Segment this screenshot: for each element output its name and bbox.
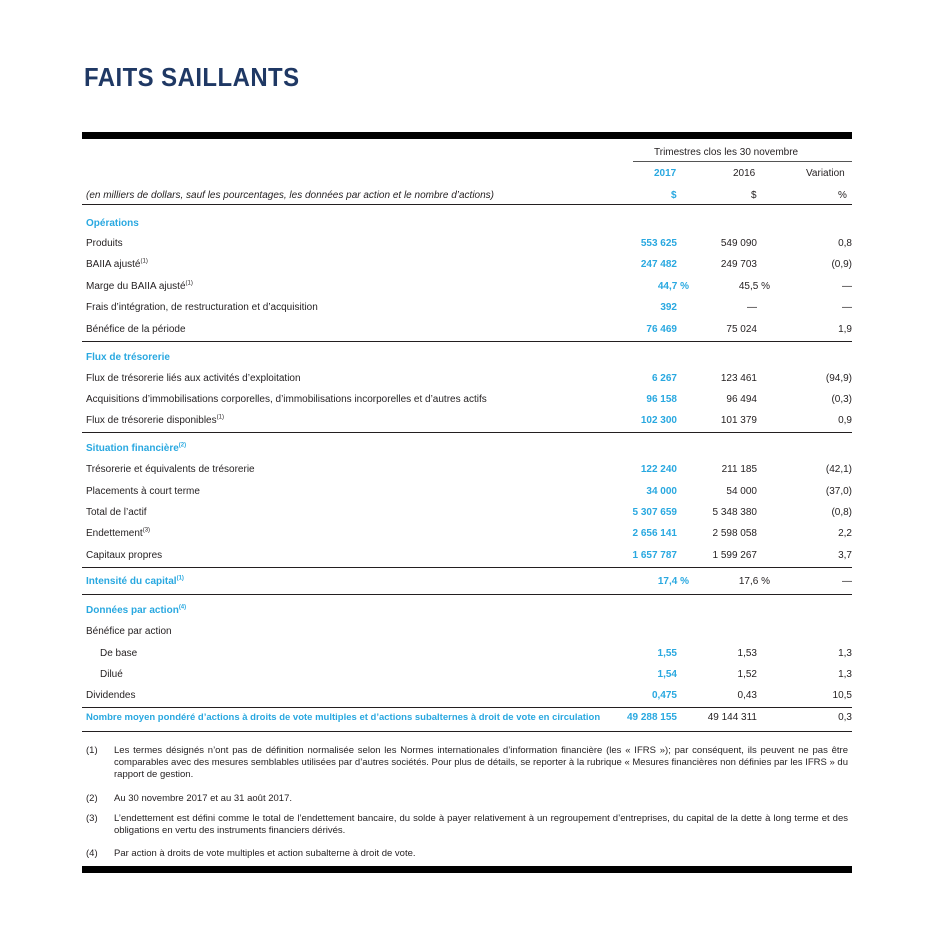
header-rule bbox=[82, 204, 852, 205]
value-2017: 247 482 bbox=[640, 259, 677, 270]
value-variation: (0,3) bbox=[831, 394, 852, 405]
table-row bbox=[86, 324, 852, 342]
value-2016: 17,6 % bbox=[738, 576, 770, 587]
table-row bbox=[86, 238, 852, 256]
row-label-text: Endettement bbox=[86, 528, 143, 539]
value-2016: 45,5 % bbox=[738, 281, 770, 292]
footnote-text: Les termes désignés n’ont pas de définition normalisée selon les Normes internationales d’information financière (les « IFRS »); par conséquent, ils peuvent ne pas être comparables avec des mesures semblables utilisées par d’autres sociétés. Pour plus de détails, se reporter à la rubrique « Mesures financières non définies par les IFRS » du rapport de gestion. bbox=[114, 745, 848, 780]
unit-variation: % bbox=[838, 190, 847, 201]
bottom-rule bbox=[82, 866, 852, 873]
value-2016: 5 348 380 bbox=[712, 507, 757, 518]
value-2017: 34 000 bbox=[646, 486, 677, 497]
value-2016: 49 144 311 bbox=[707, 712, 757, 723]
value-variation: 2,2 bbox=[838, 528, 852, 539]
unit-2017: $ bbox=[671, 190, 677, 201]
row-label: Frais d’intégration, de restructuration et d’acquisition bbox=[86, 302, 318, 313]
section-per-share bbox=[86, 605, 186, 616]
value-variation: 3,7 bbox=[838, 550, 852, 561]
units-note: (en milliers de dollars, sauf les pourcentages, les données par action et le nombre d’actions) bbox=[86, 190, 494, 201]
top-rule bbox=[82, 132, 852, 139]
row-label: Capitaux propres bbox=[86, 550, 163, 561]
value-2017: 1,55 bbox=[657, 648, 677, 659]
footnote-text: L’endettement est défini comme le total de l’endettement bancaire, du solde à payer relativement à un regroupement d’entreprises, du capital de la dette à long terme et des obligations en vertu des instruments financiers dérivés. bbox=[114, 813, 848, 836]
value-variation: (0,9) bbox=[831, 259, 852, 270]
table-row bbox=[86, 528, 852, 546]
value-variation: 0,8 bbox=[838, 238, 852, 249]
row-label: Acquisitions d’immobilisations corporelles, d’immobilisations incorporelles et d’autres actifs bbox=[86, 394, 487, 405]
value-variation: 10,5 bbox=[832, 690, 852, 701]
row-label bbox=[86, 528, 150, 539]
value-variation: (37,0) bbox=[825, 486, 852, 497]
value-2016: 211 185 bbox=[721, 464, 757, 475]
value-2017: 49 288 155 bbox=[626, 712, 677, 723]
footnote-ref: (3) bbox=[142, 527, 151, 534]
row-label: Trésorerie et équivalents de trésorerie bbox=[86, 464, 255, 475]
value-variation: (94,9) bbox=[825, 373, 852, 384]
table-row bbox=[86, 486, 852, 504]
value-2017: 102 300 bbox=[640, 415, 677, 426]
section-rule bbox=[82, 567, 852, 568]
value-variation: (42,1) bbox=[825, 464, 852, 475]
section-capital-intensity bbox=[86, 576, 184, 587]
unit-2016: $ bbox=[751, 190, 757, 201]
row-label-text: Flux de trésorerie disponibles bbox=[86, 415, 217, 426]
value-2016: 101 379 bbox=[720, 415, 757, 426]
footnote-ref: (1) bbox=[216, 414, 224, 421]
footnote-number: (4) bbox=[86, 848, 98, 859]
row-label: Produits bbox=[86, 238, 123, 249]
row-label bbox=[86, 415, 224, 426]
value-variation: 1,9 bbox=[838, 324, 852, 335]
value-2016: 2 598 058 bbox=[712, 528, 757, 539]
value-2017: 44,7 % bbox=[657, 281, 689, 292]
value-2016: 96 494 bbox=[726, 394, 757, 405]
footnote-text: Au 30 novembre 2017 et au 31 août 2017. bbox=[114, 793, 292, 804]
footnote-ref: (1) bbox=[140, 258, 148, 265]
section-label: Intensité du capital bbox=[86, 576, 177, 587]
value-2017: 96 158 bbox=[646, 394, 677, 405]
table-row bbox=[86, 648, 852, 666]
row-label: Flux de trésorerie liés aux activités d’exploitation bbox=[86, 373, 301, 384]
row-label: Placements à court terme bbox=[86, 486, 200, 497]
table-row bbox=[86, 550, 852, 568]
section-label: Données par action bbox=[86, 605, 179, 616]
section-label: Situation financière bbox=[86, 443, 179, 454]
footnote bbox=[86, 745, 848, 783]
value-2017: 1,54 bbox=[657, 669, 677, 680]
section-rule bbox=[82, 432, 852, 433]
value-2017: 392 bbox=[660, 302, 677, 313]
table-row bbox=[86, 712, 852, 730]
section-cash-flow: Flux de trésorerie bbox=[86, 352, 170, 363]
row-label: Dilué bbox=[100, 669, 123, 680]
row-label: De base bbox=[100, 648, 138, 659]
section-rule bbox=[82, 707, 852, 708]
table-row bbox=[86, 669, 852, 687]
variation-header: Variation bbox=[806, 168, 845, 179]
table-row bbox=[86, 415, 852, 433]
footnote-number: (2) bbox=[86, 793, 98, 804]
footnote-text: Par action à droits de vote multiples et action subalterne à droit de vote. bbox=[114, 848, 416, 859]
period-rule bbox=[633, 161, 852, 162]
value-2016: 75 024 bbox=[726, 324, 757, 335]
table-row bbox=[86, 626, 852, 644]
value-2017: 76 469 bbox=[646, 324, 677, 335]
table-row bbox=[86, 373, 852, 391]
value-2017: 553 625 bbox=[640, 238, 677, 249]
value-2017: 122 240 bbox=[640, 464, 677, 475]
table-row bbox=[86, 281, 852, 299]
section-rule bbox=[82, 594, 852, 595]
value-2016: 0,43 bbox=[737, 690, 757, 701]
value-variation: 0,9 bbox=[838, 415, 852, 426]
table-row bbox=[86, 507, 852, 525]
value-variation: 0,3 bbox=[838, 712, 852, 723]
row-label: Nombre moyen pondéré d’actions à droits de vote multiples et d’actions subalternes à droit de vote en circulation bbox=[86, 712, 601, 723]
table-row bbox=[86, 576, 852, 594]
value-2017: 6 267 bbox=[651, 373, 677, 384]
year-2016-header: 2016 bbox=[733, 168, 756, 179]
year-2017-header: 2017 bbox=[654, 168, 677, 179]
value-2017: 0,475 bbox=[651, 690, 677, 701]
value-2016: 249 703 bbox=[720, 259, 757, 270]
value-variation: (0,8) bbox=[831, 507, 852, 518]
value-2016: 1 599 267 bbox=[712, 550, 757, 561]
row-label bbox=[86, 259, 148, 270]
section-financial bbox=[86, 443, 186, 454]
table-row bbox=[86, 394, 852, 412]
value-2016: — bbox=[747, 302, 757, 313]
table-row bbox=[86, 259, 852, 277]
row-label-text: BAIIA ajusté bbox=[86, 259, 141, 270]
footnote bbox=[86, 793, 848, 806]
value-variation: — bbox=[842, 302, 852, 313]
value-2017: 17,4 % bbox=[657, 576, 689, 587]
value-2016: 549 090 bbox=[720, 238, 757, 249]
value-variation: 1,3 bbox=[838, 669, 852, 680]
page-title: FAITS SAILLANTS bbox=[84, 62, 300, 92]
value-2016: 1,53 bbox=[737, 648, 757, 659]
row-label: Total de l’actif bbox=[86, 507, 147, 518]
footnote-ref: (1) bbox=[176, 575, 184, 582]
section-operations: Opérations bbox=[86, 218, 139, 229]
table-bottom-rule bbox=[82, 731, 852, 732]
row-label bbox=[86, 281, 193, 292]
value-2016: 1,52 bbox=[737, 669, 757, 680]
period-header: Trimestres clos les 30 novembre bbox=[654, 147, 799, 158]
value-2017: 1 657 787 bbox=[632, 550, 677, 561]
row-label: Bénéfice par action bbox=[86, 626, 172, 637]
value-variation: — bbox=[842, 576, 852, 587]
footnote-ref: (2) bbox=[178, 442, 187, 449]
value-2017: 5 307 659 bbox=[632, 507, 677, 518]
row-label: Bénéfice de la période bbox=[86, 324, 186, 335]
footnote bbox=[86, 848, 848, 861]
section-rule bbox=[82, 341, 852, 342]
footnote-number: (3) bbox=[86, 813, 98, 824]
table-row bbox=[86, 464, 852, 482]
value-variation: — bbox=[842, 281, 852, 292]
table-row bbox=[86, 302, 852, 320]
value-2016: 123 461 bbox=[720, 373, 757, 384]
value-variation: 1,3 bbox=[838, 648, 852, 659]
table-row bbox=[86, 690, 852, 708]
value-2016: 54 000 bbox=[726, 486, 757, 497]
footnote-ref: (4) bbox=[178, 604, 187, 611]
footnote-ref: (1) bbox=[185, 280, 193, 287]
row-label-text: Marge du BAIIA ajusté bbox=[86, 281, 186, 292]
row-label: Dividendes bbox=[86, 690, 136, 701]
value-2017: 2 656 141 bbox=[632, 528, 677, 539]
footnote bbox=[86, 813, 848, 839]
footnote-number: (1) bbox=[86, 745, 98, 756]
